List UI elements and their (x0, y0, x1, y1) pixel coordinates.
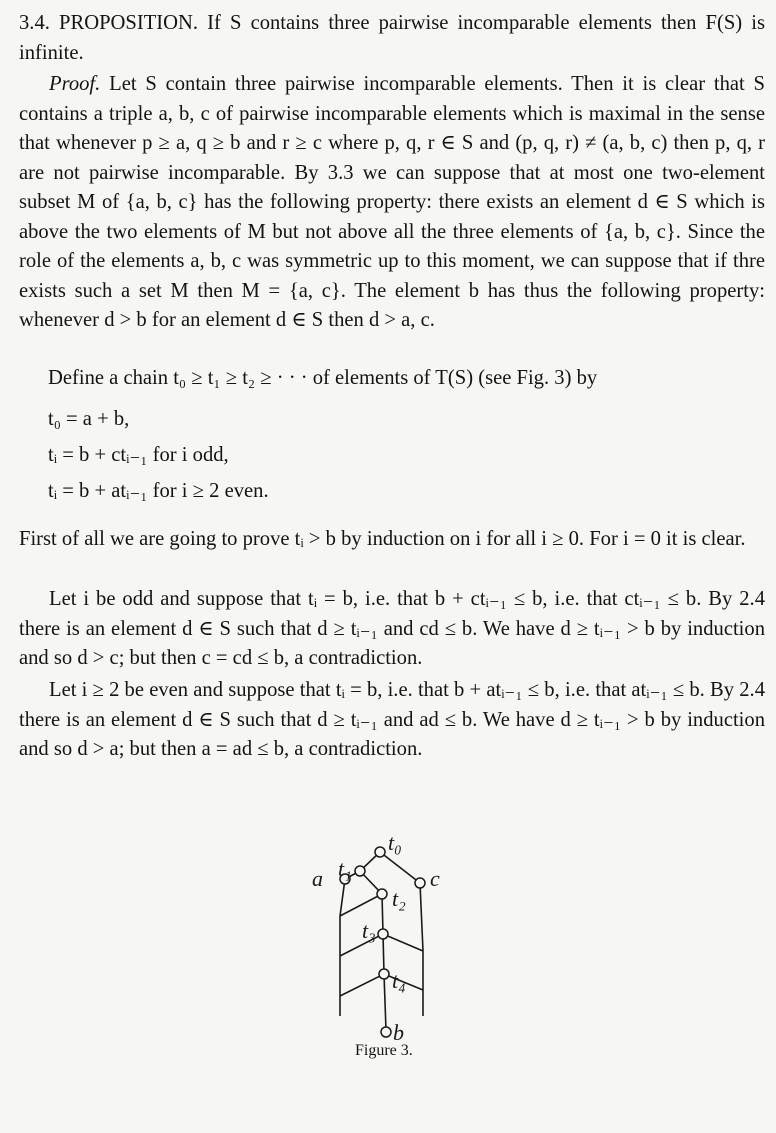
edge-t3-t4 (383, 934, 384, 974)
proposition-statement: If S contains three pairwise incomparable elements then F(S) is infinite. (19, 12, 765, 64)
proof-label: Proof. (49, 73, 101, 95)
edge-t4-b (384, 974, 386, 1030)
edge-t4-left (340, 974, 384, 996)
edge-t0-c (380, 852, 420, 883)
label-t0: t₀ (388, 830, 402, 855)
node-t3 (378, 929, 388, 939)
label-t4: t₄ (392, 968, 406, 993)
node-t4 (379, 969, 389, 979)
proof-paragraph (19, 70, 765, 336)
edge-c-down (420, 883, 423, 951)
chain-definition: Define a chain t₀ ≥ t₁ ≥ t₂ ≥ · · · of elements of T(S) (see Fig. 3) by (48, 367, 598, 389)
figure-3 (290, 828, 490, 1128)
proof-text: Let S contain three pairwise incomparable elements. Then it is clear that S contains a triple a, b, c of pairwise incomparable elements which is maximal in the sense that whenever p ≥ a, q ≥ b and r ≥ c where p, q, r ∈ S and (p, q, r) ≠ (a, b, c) then p, q, r are not pairwise incomparable. By 3.3 we can suppose that at most one two-element subset M of {a, b, c} has the following property: there exists an element d ∈ S which is above the two elements of M but not above all the three elements of {a, b, c}. Since the role of the elements a, b, c was symmetric up to this moment, we can suppose that if thre exists such a set M then M = {a, c}. The element b has thus the following property: whenever d > b for an element d ∈ S then d > a, c. (19, 73, 765, 331)
edge-t3-right (383, 934, 423, 951)
proposition-heading: 3.4. PROPOSITION. (19, 12, 199, 34)
equation-odd: tᵢ = b + ctᵢ₋₁ for i odd, (48, 444, 229, 466)
node-c (415, 878, 425, 888)
edge-t2-t3 (382, 894, 383, 934)
equation-t0: t₀ = a + b, (48, 408, 130, 430)
hasse-diagram (290, 828, 490, 1128)
label-t3: t₃ (362, 918, 376, 943)
label-t2: t₂ (392, 886, 406, 911)
node-b (381, 1027, 391, 1037)
even-case-paragraph: Let i ≥ 2 be even and suppose that tᵢ = b, i.e. that b + atᵢ₋₁ ≤ b, i.e. that atᵢ₋₁ ≤ b. By 2.4 there is an element d ∈ S such that d ≥ tᵢ₋₁ and ad ≤ b. We have d ≥ tᵢ₋₁ > b by induction and so d > a; but then a = ad ≤ b, a contradiction. (19, 679, 765, 760)
label-b: b (393, 1020, 404, 1045)
node-t1 (355, 866, 365, 876)
label-c: c (430, 866, 440, 891)
edge-t2-left (340, 894, 382, 916)
node-t0 (375, 847, 385, 857)
diagram-edges (340, 852, 423, 1030)
proposition-paragraph (19, 9, 765, 68)
induction-paragraph: First of all we are going to prove tᵢ > b by induction on i for all i ≥ 0. For i = 0 it is clear. (19, 528, 746, 550)
equation-even: tᵢ = b + atᵢ₋₁ for i ≥ 2 even. (48, 480, 269, 502)
figure-caption: Figure 3. (355, 1042, 413, 1059)
label-a: a (312, 866, 323, 891)
odd-case-paragraph: Let i be odd and suppose that tᵢ = b, i.e. that b + ctᵢ₋₁ ≤ b, i.e. that ctᵢ₋₁ ≤ b. By 2.4 there is an element d ∈ S such that d ≥ tᵢ₋₁ and cd ≤ b. We have d ≥ tᵢ₋₁ > b by induction and so d > c; but then c = cd ≤ b, a contradiction. (19, 588, 765, 669)
label-t1: t₁ (338, 856, 352, 881)
node-t2 (377, 889, 387, 899)
